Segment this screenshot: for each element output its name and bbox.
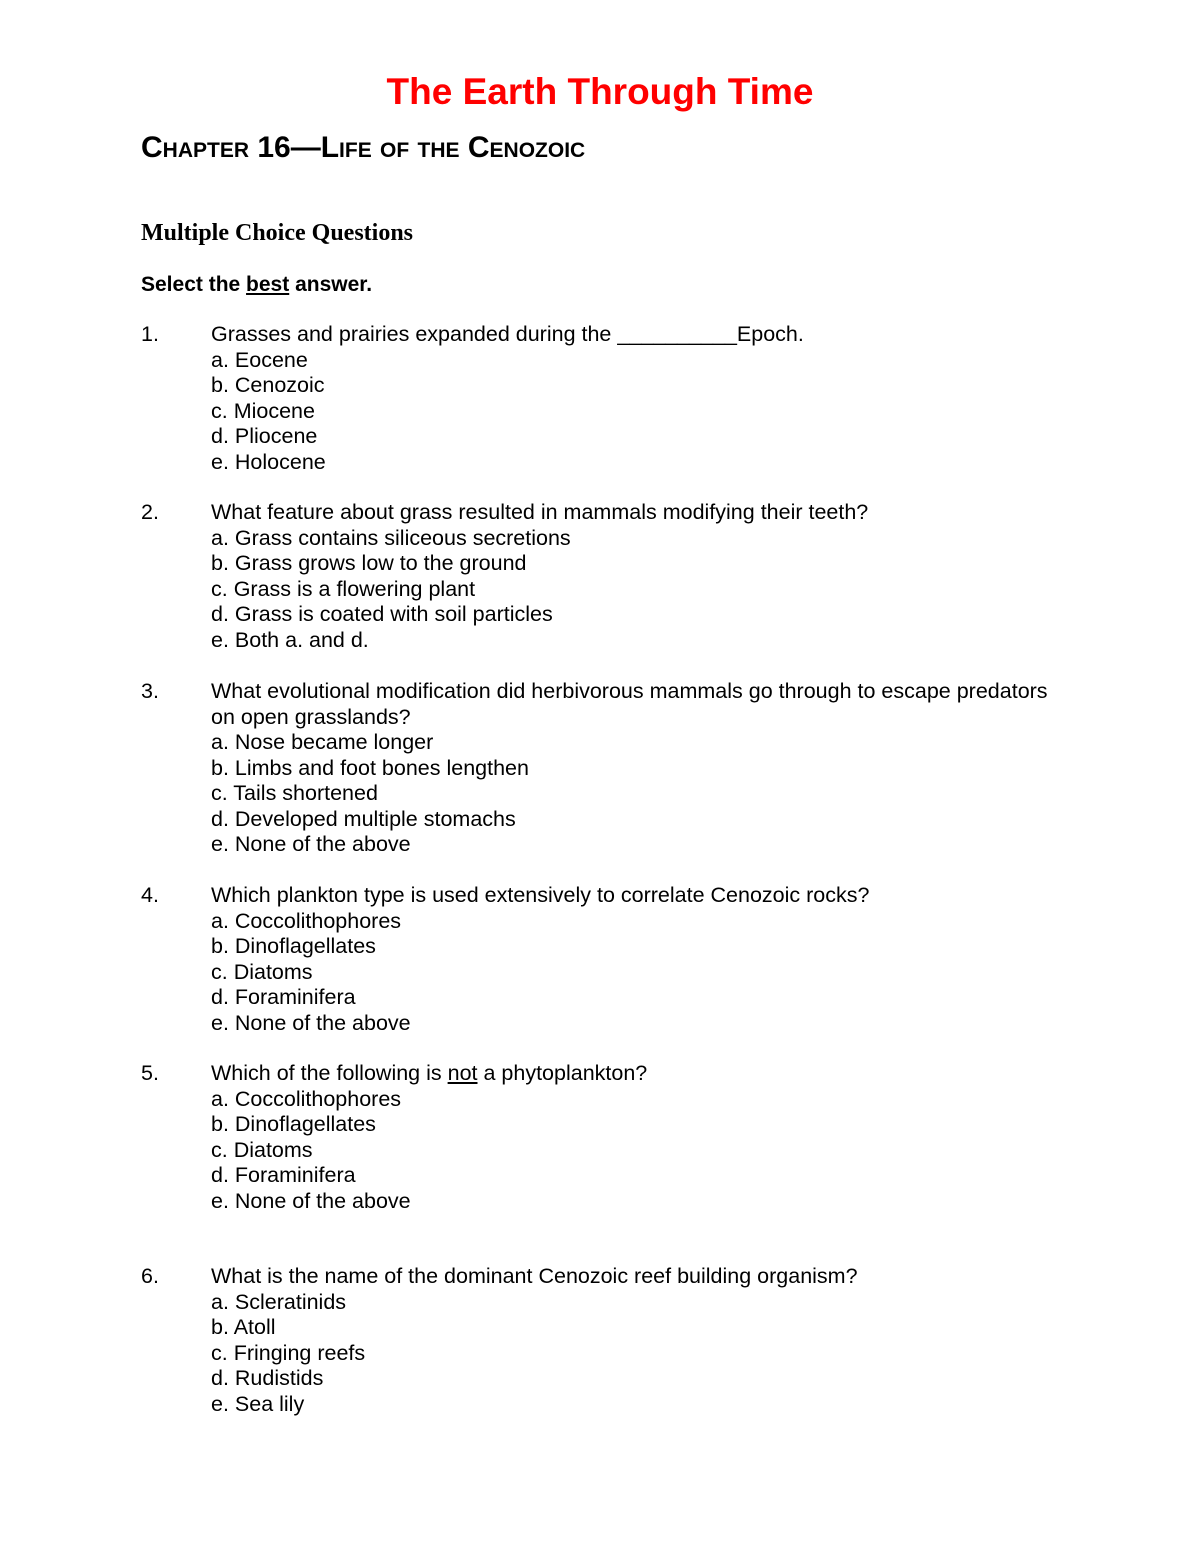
answer-option-d: d. Rudistids	[211, 1366, 324, 1390]
question-number: 4.	[141, 883, 159, 907]
answer-option-a: a. Coccolithophores	[211, 1086, 402, 1111]
chapter-heading: Chapter 16—Life of the Cenozoic	[141, 131, 586, 164]
instruction-text	[141, 272, 372, 298]
answer-option-a: a. Grass contains siliceous secretions	[211, 525, 571, 550]
question-stem: Which plankton type is used extensively to correlate Cenozoic rocks?	[211, 883, 870, 907]
answer-option-a: a. Nose became longer	[211, 730, 434, 754]
instruction-after: answer.	[289, 273, 373, 296]
answer-option-a: a. Eocene	[211, 347, 308, 372]
answer-option-d: d. Foraminifera	[211, 1163, 356, 1187]
answer-option-b: b. Cenozoic	[211, 373, 325, 397]
answer-option-c: c. Diatoms	[211, 959, 313, 984]
stem-before: Which of the following is	[211, 1061, 448, 1085]
instruction-emphasis: best	[246, 273, 290, 296]
answer-option-c: c. Grass is a flowering plant	[211, 576, 476, 601]
answer-option-b: b. Limbs and foot bones lengthen	[211, 755, 529, 780]
answer-option-b: b. Dinoflagellates	[211, 934, 376, 958]
answer-option-c: c. Diatoms	[211, 1137, 313, 1162]
question-number: 5.	[141, 1061, 159, 1085]
answer-option-d: d. Grass is coated with soil particles	[211, 602, 553, 626]
question-body	[211, 1264, 1061, 1417]
answer-option-e: e. None of the above	[211, 832, 411, 856]
answer-option-d: d. Foraminifera	[211, 985, 356, 1009]
question-number: 2.	[141, 500, 159, 524]
question-stem	[211, 1061, 1061, 1087]
answer-option-e: e. None of the above	[211, 1188, 411, 1213]
stem-emphasis: not	[447, 1061, 478, 1085]
question-stem: Grasses and prairies expanded during the __________Epoch.	[211, 322, 804, 346]
answer-option-a: a. Coccolithophores	[211, 908, 402, 933]
question-stem: What evolutional modification did herbivorous mammals go through to escape predators on open grasslands?	[211, 679, 1048, 729]
question-number: 3.	[141, 679, 159, 703]
question-body	[211, 883, 1061, 1036]
question-body	[211, 679, 1061, 858]
answer-option-e: e. None of the above	[211, 1010, 411, 1035]
question-body	[211, 322, 1061, 475]
answer-option-d: d. Pliocene	[211, 424, 318, 448]
stem-after: a phytoplankton?	[477, 1061, 648, 1085]
answer-option-d: d. Developed multiple stomachs	[211, 806, 516, 831]
document-title: The Earth Through Time	[386, 71, 814, 112]
section-heading: Multiple Choice Questions	[141, 220, 414, 246]
answer-option-b: b. Grass grows low to the ground	[211, 551, 527, 575]
answer-option-a: a. Scleratinids	[211, 1289, 347, 1314]
answer-option-c: c. Tails shortened	[211, 781, 378, 805]
answer-option-e: e. Sea lily	[211, 1391, 305, 1416]
question-body	[211, 1061, 1061, 1214]
instruction-before: Select the	[141, 273, 247, 296]
question-number: 1.	[141, 322, 159, 346]
answer-option-e: e. Both a. and d.	[211, 627, 369, 652]
answer-option-c: c. Miocene	[211, 398, 315, 423]
question-stem: What feature about grass resulted in mammals modifying their teeth?	[211, 500, 869, 524]
answer-option-e: e. Holocene	[211, 449, 326, 474]
question-number: 6.	[141, 1264, 159, 1288]
answer-option-c: c. Fringing reefs	[211, 1340, 366, 1365]
answer-option-b: b. Atoll	[211, 1315, 276, 1339]
question-body	[211, 500, 1061, 653]
question-stem: What is the name of the dominant Cenozoic reef building organism?	[211, 1264, 858, 1288]
answer-option-b: b. Dinoflagellates	[211, 1112, 376, 1136]
